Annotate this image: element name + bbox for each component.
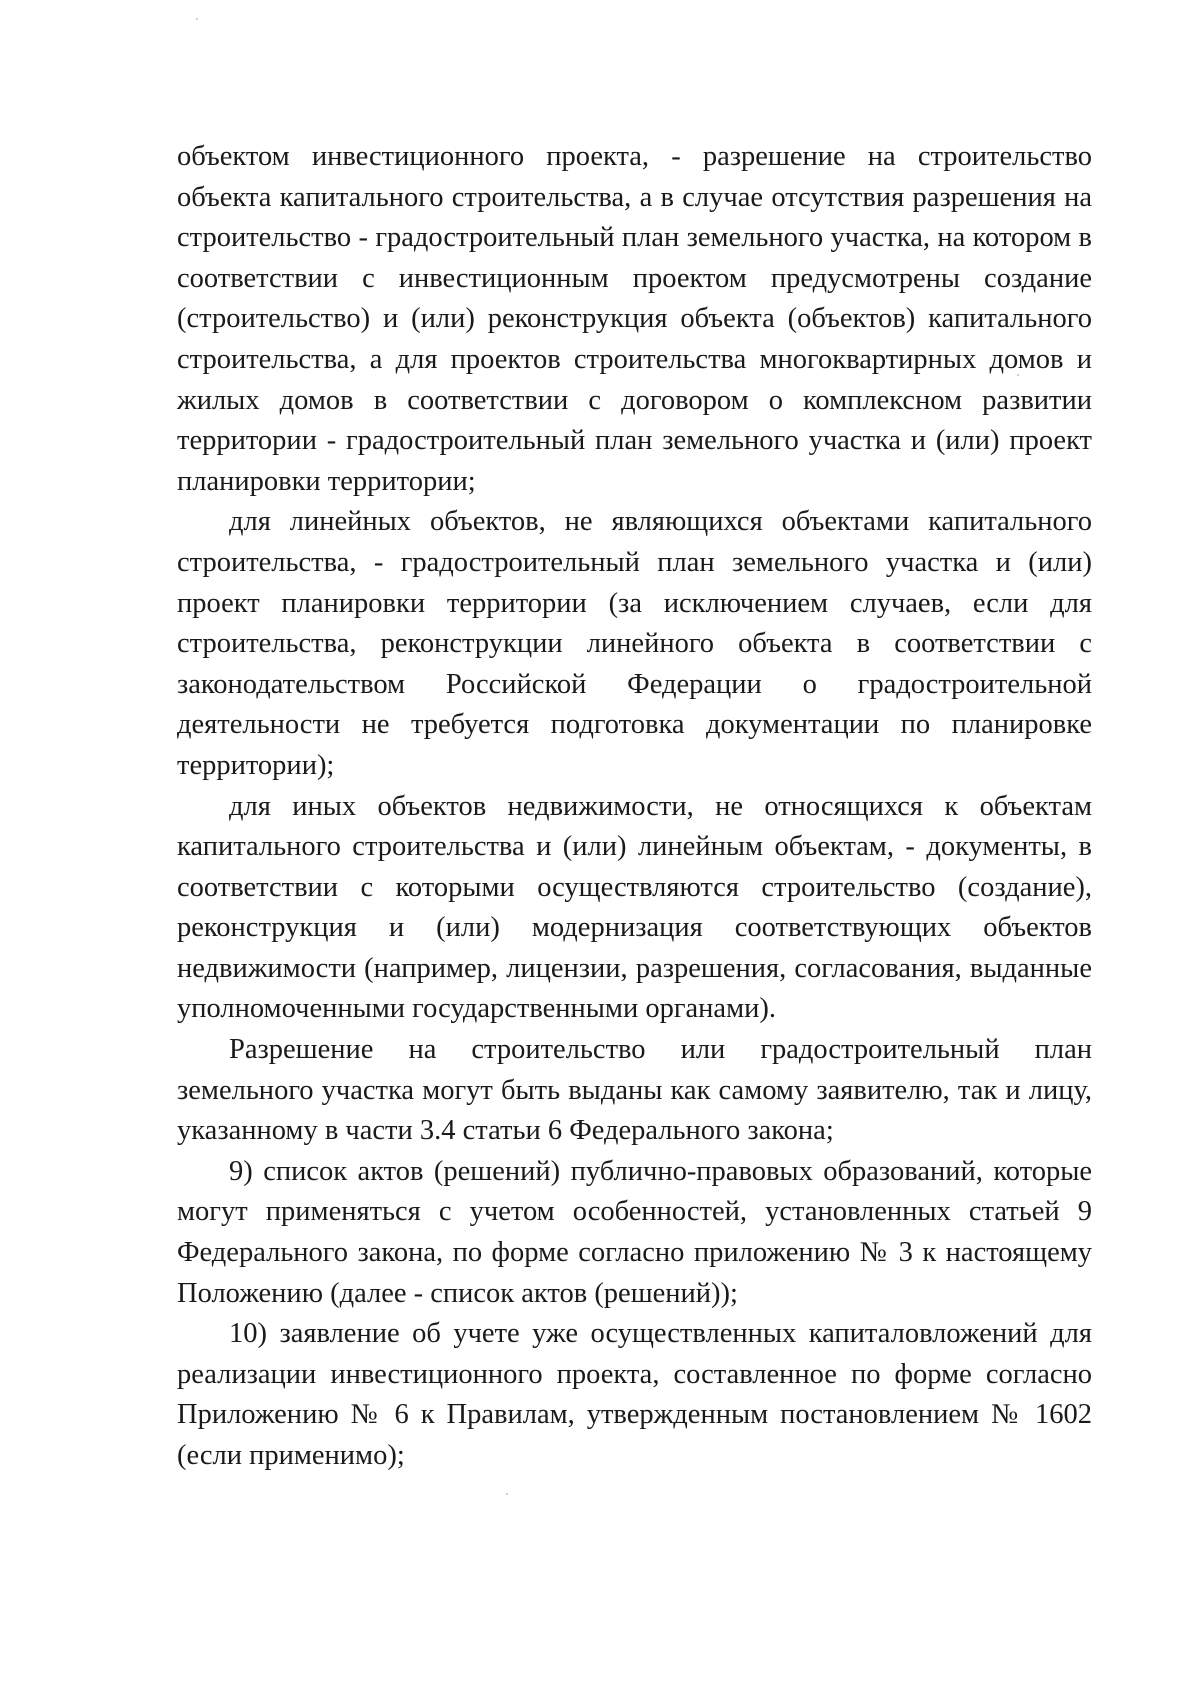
paragraph: для линейных объектов, не являющихся объектами капитального строительства, - градостроительный план земельного участка и (или) проект планировки территории (за исключением случаев, если для строительства, реконструкции линейного объекта в соответствии с законодательством Российской Федерации о градостроительной деятельности не требуется подготовка документации по планировке территории); [177, 506, 1092, 781]
paragraph: 9) список актов (решений) публично-правовых образований, которые могут применяться с учетом особенностей, установленных статьей 9 Федерального закона, по форме согласно приложению № 3 к настоящему Положению (далее - список актов (решений)); [177, 1155, 1092, 1309]
paragraph: Разрешение на строительство или градостроительный план земельного участка могут быть выданы как самому заявителю, так и лицу, указанному в части 3.4 статьи 6 Федерального закона; [177, 1034, 1092, 1147]
paragraph: объектом инвестиционного проекта, - разрешение на строительство объекта капитального строительства, а в случае отсутствия разрешения на строительство - градостроительный план земельного участка, на котором в соответствии с инвестиционным проектом предусмотрены создание (строительство) и (или) реконструкция объекта (объектов) капитального строительства, а для проектов строительства многоквартирных домов и жилых домов в соответствии с договором о комплексном развитии территории - градостроительный план земельного участка и (или) проект планировки территории; [177, 141, 1092, 497]
paragraph: для иных объектов недвижимости, не относящихся к объектам капитального строительства и (или) линейным объектам, - документы, в соответствии с которыми осуществляются строительство (создание), реконструкция и (или) модернизация соответствующих объектов недвижимости (например, лицензии, разрешения, согласования, выданные уполномоченными государственными органами). [177, 790, 1092, 1025]
scan-speck [196, 18, 198, 20]
paragraph: 10) заявление об учете уже осуществленных капиталовложений для реализации инвестиционного проекта, составленное по форме согласно Приложению № 6 к Правилам, утвержденным постановлением № 1602 (если применимо); [177, 1318, 1092, 1471]
scan-speck [506, 1493, 508, 1495]
document-body [177, 137, 1092, 1477]
